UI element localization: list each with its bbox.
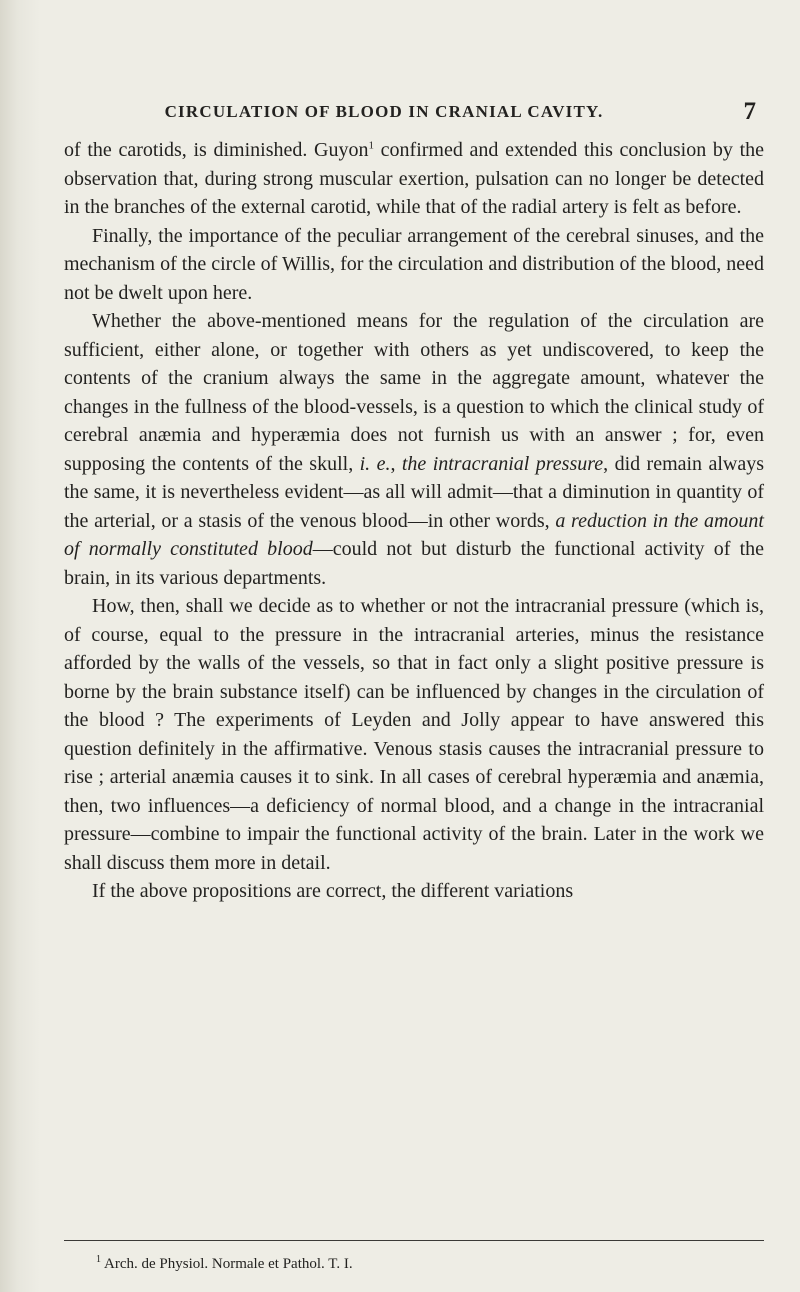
page-number: 7 bbox=[743, 98, 756, 125]
paragraph-3-italic-reduction: a reduction in the amount of normally constituted blood bbox=[64, 509, 764, 560]
footnote bbox=[96, 1250, 353, 1274]
paragraph-3-text-d: —could not but disturb the functional activity of the brain, in its various departments. bbox=[64, 538, 765, 589]
footnote-text: Arch. de Physiol. Normale et Pathol. T. I. bbox=[104, 1256, 353, 1272]
footnote-divider bbox=[64, 1240, 764, 1241]
paragraph-3 bbox=[64, 307, 764, 592]
footnote-reference: 1 bbox=[368, 139, 374, 152]
paragraph-3-italic-ie: i. e. bbox=[359, 452, 391, 475]
paragraph-1-text-a: of the carotids, is diminished. Guyon bbox=[64, 139, 369, 161]
page-header bbox=[64, 98, 764, 128]
paragraph-3-italic-intracranial-pressure: the intracranial pressure bbox=[401, 452, 604, 475]
paragraph-3-text-c: , did remain always the same, it is nevertheless evident—as all will admit—that a diminution in quantity of the arterial, or a stasis of the venous blood—in other words, bbox=[64, 452, 764, 532]
paragraph-1-text-b: confirmed and extended this conclusion by the observation that, during strong muscular exertion, pulsation can no longer be detected in the branches of the external carotid, while that of the radial artery is felt as before. bbox=[64, 139, 765, 218]
body-text bbox=[64, 136, 764, 906]
paragraph-1 bbox=[64, 136, 764, 222]
paragraph-3-text-a: Whether the above-mentioned means for the regulation of the circulation are sufficient, either alone, or together with others as yet undiscovered, to keep the contents of the cranium always the same in the aggregate amount, whatever the changes in the fullness of the blood-vessels, is a question to which the clinical study of cerebral anæmia and hyperæmia does not furnish us with an answer ; for, even supposing the contents of the skull, bbox=[64, 310, 764, 475]
paragraph-5: If the above propositions are correct, the different variations bbox=[92, 880, 574, 902]
paragraph-2: Finally, the importance of the peculiar arrangement of the cerebral sinuses, and the mechanism of the circle of Willis, for the circulation and distribution of the blood, need not be dwelt upon here. bbox=[64, 224, 764, 304]
paragraph-4: How, then, shall we decide as to whether or not the intracranial pressure (which is, of course, equal to the pressure in the intracranial arteries, minus the resistance afforded by the walls of the vessels, so that in fact only a slight positive pressure is borne by the brain substance itself) can be influenced by changes in the circulation of the blood ? The experiments of Leyden and Jolly appear to have answered this question definitely in the affirmative. Venous stasis causes the intracranial pressure to rise ; arterial anæmia causes it to sink. In all cases of cerebral hyperæmia and anæmia, then, two influences—a deficiency of normal blood, and a change in the intracranial pressure—combine to impair the functional activity of the brain. Later in the work we shall discuss them more in detail. bbox=[64, 595, 764, 874]
footnote-marker: 1 bbox=[96, 1254, 101, 1265]
paragraph-3-text-b: , bbox=[390, 452, 402, 475]
running-title: CIRCULATION OF BLOOD IN CRANIAL CAVITY. bbox=[164, 102, 604, 121]
